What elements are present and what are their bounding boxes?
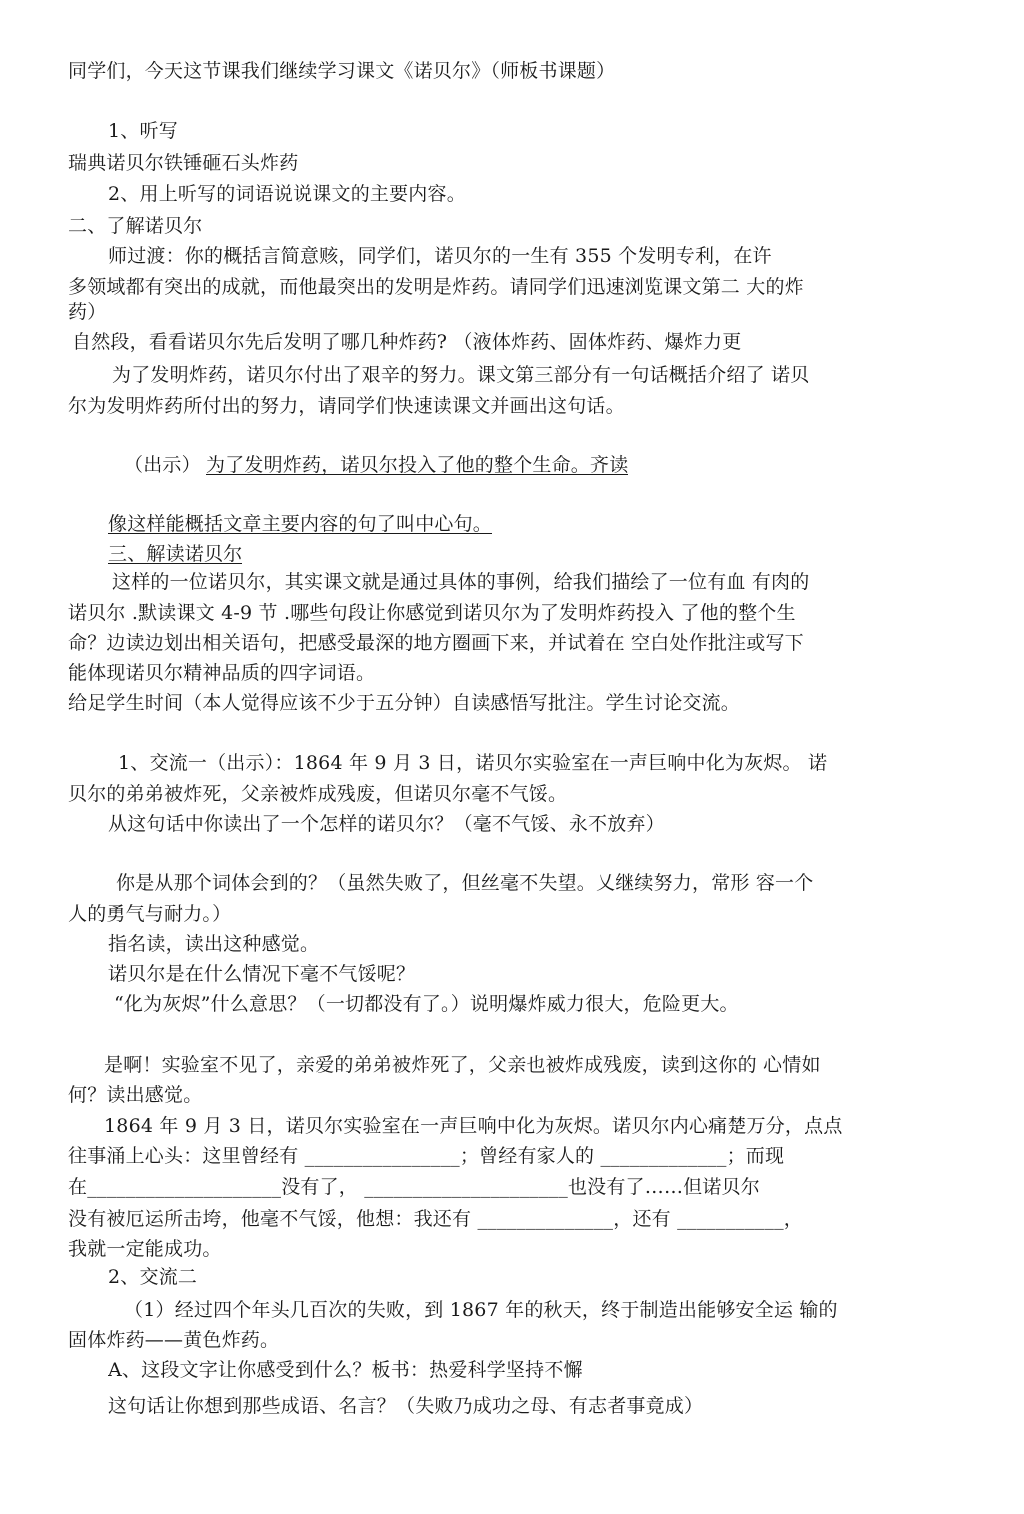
text-line: 从这句话中你读出了一个怎样的诺贝尔？（毫不气馁、永不放弃） [108,813,665,835]
text-line: 你是从那个词体会到的？（虽然失败了，但丝毫不失望。乂继续努力，常形 容一个 [116,872,814,894]
text-line: （1）经过四个年头几百次的失败，到 1867 年的秋天，终于制造出能够安全运 输的 [124,1299,838,1321]
section-heading: 三、解读诺贝尔 [108,543,243,565]
text-line: A、这段文字让你感受到什么？板书：热爱科学坚持不懈 [108,1359,583,1381]
section-heading: 2、交流二 [108,1266,198,1288]
text-line: 我就一定能成功。 [68,1238,222,1260]
text-line: 1、听写 [108,120,178,142]
text-line: “化为灰烬”什么意思？（一切都没有了。）说明爆炸威力很大，危险更大。 [114,993,739,1015]
text-line: 同学们，今天这节课我们继续学习课文《诺贝尔》（师板书课题） [68,60,616,82]
fill-blank-line: 在____________________没有了， _____________________也没有了……但诺贝尔 [68,1176,760,1198]
text-line: 贝尔的弟弟被炸死，父亲被炸成残废，但诺贝尔毫不气馁。 [68,783,568,805]
text-line: 尔为发明炸药所付出的努力，请同学们快速读课文并画出这句话。 [68,395,625,417]
text-line: 这句话让你想到那些成语、名言？（失败乃成功之母、有志者事竟成） [108,1395,704,1417]
text-line: 诺贝尔是在什么情况下毫不气馁呢？ [108,963,416,985]
text-line: 能体现诺贝尔精神品质的四字词语。 [68,662,376,684]
text-line: （出示） [124,454,201,476]
text-line: 命？边读边划出相关语句，把感受最深的地方圈画下来，并试着在 空白处作批注或写下 [68,632,804,654]
text-line: 多领域都有突出的成就，而他最突出的发明是炸药。请同学们迅速浏览课文第二 大的炸 [68,276,804,298]
text-line: 是啊！实验室不见了，亲爱的弟弟被炸死了，父亲也被炸成残废，读到这你的 心情如 [104,1054,821,1076]
text-line: 自然段，看看诺贝尔先后发明了哪几种炸药? （液体炸药、固体炸药、爆炸力更 [72,331,742,353]
section-heading: 二、了解诺贝尔 [68,215,203,237]
text-line: 这样的一位诺贝尔，其实课文就是通过具体的事例，给我们描绘了一位有血 有肉的 [112,571,810,593]
text-line: 师过渡：你的概括言简意赅，同学们，诺贝尔的一生有 355 个发明专利，在许 [108,245,772,267]
text-line: 固体炸药——黄色炸药。 [68,1329,280,1351]
central-sentence: 为了发明炸药，诺贝尔投入了他的整个生命。齐读 [206,454,629,476]
text-line: 人的勇气与耐力。） [68,903,232,925]
text-line: 1、交流一（出示）：1864 年 9 月 3 日，诺贝尔实验室在一声巨响中化为灰烬。 诺 [118,752,828,774]
text-line: 给足学生时间（本人觉得应该不少于五分钟）自读感悟写批注。学生讨论交流。 [68,692,741,714]
text-line: 何？读出感觉。 [68,1084,203,1106]
text-line: 药） [68,301,107,323]
text-line: 瑞典诺贝尔铁锤砸石头炸药 [68,152,299,174]
text-line: 为了发明炸药，诺贝尔付出了艰辛的努力。课文第三部分有一句话概括介绍了 诺贝 [112,364,810,386]
fill-blank-line: 往事涌上心头：这里曾经有 ________________；曾经有家人的 _____________；而现 [68,1145,785,1167]
text-line: 像这样能概括文章主要内容的句了叫中心句。 [108,513,493,535]
text-line: 指名读，读出这种感觉。 [108,933,320,955]
fill-blank-line: 没有被厄运所击垮，他毫不气馁，他想：我还有 ______________，还有 ___________， [68,1208,803,1230]
text-line: 2、用上听写的词语说说课文的主要内容。 [108,183,466,205]
text-line: 诺贝尔 .默读课文 4-9 节 .哪些句段让你感觉到诺贝尔为了发明炸药投入 了他的整个生 [68,602,796,624]
text-line: 1864 年 9 月 3 日，诺贝尔实验室在一声巨响中化为灰烬。诺贝尔内心痛楚万分，点点 [104,1115,843,1137]
